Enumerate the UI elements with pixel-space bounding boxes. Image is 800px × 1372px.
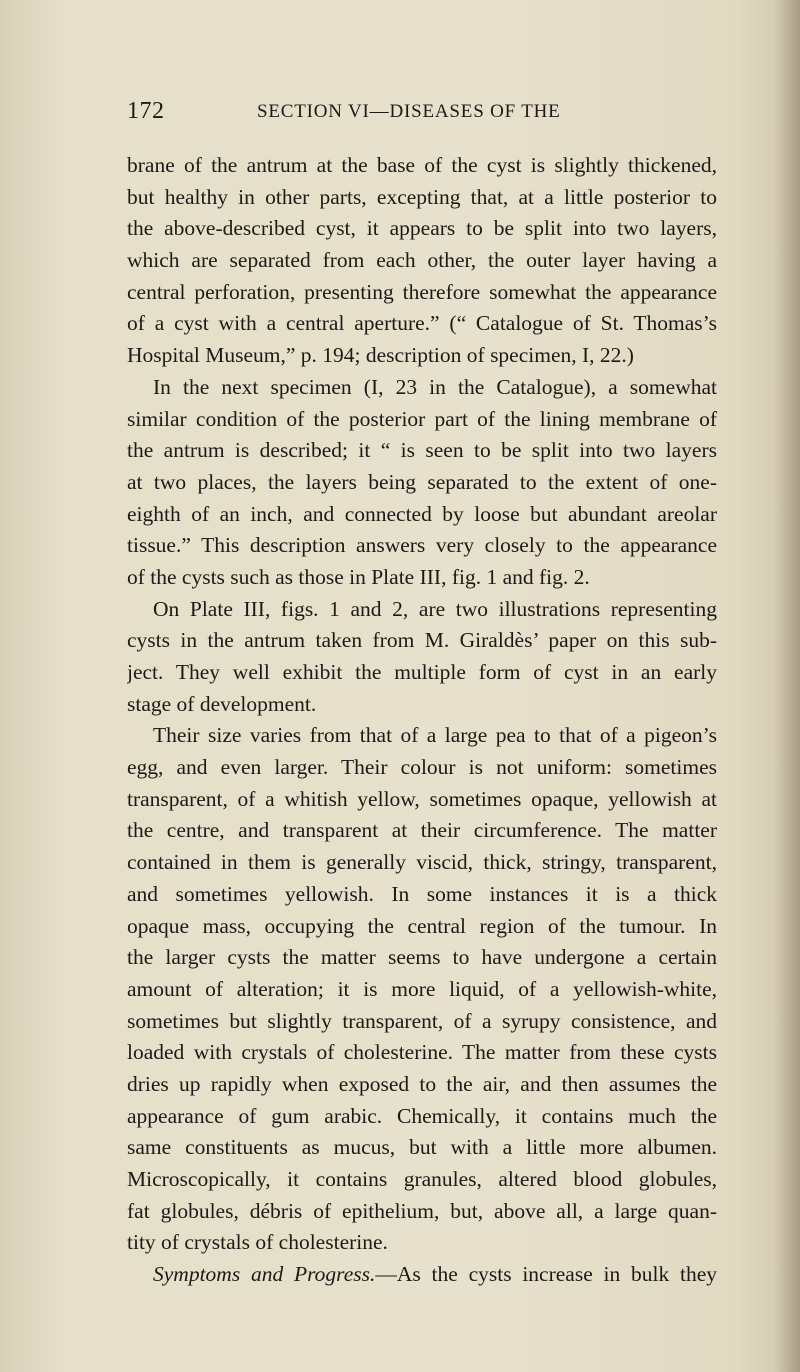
text-line: opaque mass, occupying the central region of the tumour. In — [127, 913, 717, 938]
page-number: 172 — [127, 98, 165, 124]
page-edge-shadow — [774, 0, 800, 1372]
text-line: fat globules, débris of epithelium, but, above all, a large quan- — [127, 1198, 717, 1223]
text-line: similar condition of the posterior part of the lining membrane of — [127, 406, 717, 431]
text-line: the centre, and transparent at their circumference. The matter — [127, 818, 717, 843]
text-line: of a cyst with a central aperture.” (“ Catalogue of St. Thomas’s — [127, 311, 717, 336]
text-line: and sometimes yellowish. In some instances it is a thick — [127, 881, 717, 906]
text-line: the larger cysts the matter seems to have undergone a certain — [127, 945, 717, 970]
paragraph-start-line: In the next specimen (I, 23 in the Catalogue), a somewhat — [153, 374, 717, 399]
text-line: Microscopically, it contains granules, altered blood globules, — [127, 1167, 717, 1191]
text-line: egg, and even larger. Their colour is not uniform: sometimes — [127, 755, 717, 780]
text-line: at two places, the layers being separated to the extent of one- — [127, 469, 717, 494]
text-line: sometimes but slightly transparent, of a syrupy consistence, and — [127, 1008, 717, 1033]
text-line: tissue.” This description answers very closely to the appearance — [127, 533, 717, 558]
page-header — [127, 98, 717, 128]
paragraph-start-line: Their size varies from that of a large pea to that of a pigeon’s — [153, 723, 717, 748]
text-line: eighth of an inch, and connected by loose but abundant areolar — [127, 501, 717, 526]
text-line: of the cysts such as those in Plate III, fig. 1 and fig. 2. — [127, 564, 590, 589]
text-line: dries up rapidly when exposed to the air, and then assumes the — [127, 1071, 717, 1096]
text-line-rest: —As the cysts increase in bulk they — [375, 1262, 717, 1287]
text-line: contained in them is generally viscid, thick, stringy, transparent, — [127, 850, 717, 875]
section-heading-italic: Symptoms and Progress. — [153, 1262, 376, 1287]
paragraph-start-line: On Plate III, figs. 1 and 2, are two illustrations representing — [153, 596, 717, 621]
body-text — [127, 150, 717, 1291]
paragraph-start-line — [127, 1259, 717, 1291]
text-line: central perforation, presenting therefore somewhat the appearance — [127, 279, 717, 304]
text-line: same constituents as mucus, but with a little more albumen. — [127, 1135, 717, 1160]
text-line: Hospital Museum,” p. 194; description of specimen, I, 22.) — [127, 343, 634, 368]
text-line: the antrum is described; it “ is seen to be split into two layers — [127, 438, 717, 463]
text-line: cysts in the antrum taken from M. Giraldès’ paper on this sub- — [127, 628, 717, 653]
text-line: tity of crystals of cholesterine. — [127, 1230, 388, 1255]
text-line: the above-described cyst, it appears to be split into two layers, — [127, 216, 717, 241]
text-line: appearance of gum arabic. Chemically, it contains much the — [127, 1103, 717, 1128]
text-line: loaded with crystals of cholesterine. The matter from these cysts — [127, 1040, 717, 1065]
text-line: amount of alteration; it is more liquid, of a yellowish-white, — [127, 976, 717, 1001]
text-line: but healthy in other parts, excepting that, at a little posterior to — [127, 184, 717, 209]
running-head: SECTION VI—DISEASES OF THE — [257, 101, 561, 122]
text-line: stage of development. — [127, 691, 317, 716]
text-line: brane of the antrum at the base of the cyst is slightly thickened, — [127, 153, 717, 177]
text-line: which are separated from each other, the outer layer having a — [127, 248, 717, 273]
text-line: ject. They well exhibit the multiple form of cyst in an early — [127, 660, 717, 684]
text-line: transparent, of a whitish yellow, sometimes opaque, yellowish at — [127, 786, 717, 811]
